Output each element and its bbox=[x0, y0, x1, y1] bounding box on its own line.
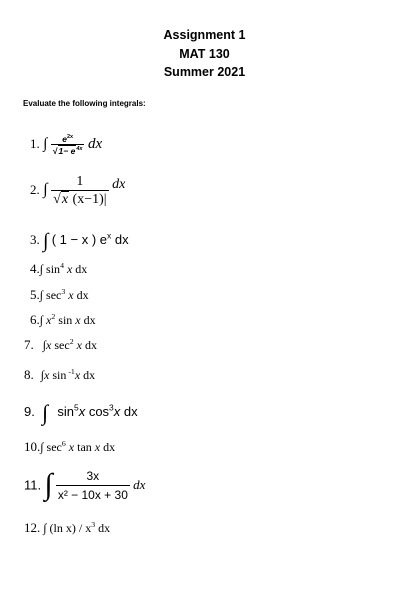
problem-number: 8. bbox=[24, 367, 34, 382]
denominator: x² − 10x + 30 bbox=[56, 485, 130, 502]
integral-sign: ∫ bbox=[44, 468, 53, 501]
problem-number: 4. bbox=[30, 261, 40, 276]
problem-number: 11. bbox=[24, 477, 42, 493]
integral-sign: ∫ bbox=[43, 521, 47, 535]
integrand: ( 1 − x ) $e^x$ dx bbox=[51, 230, 129, 247]
fraction bbox=[51, 134, 85, 156]
problem-number: 12. bbox=[24, 520, 41, 535]
integrand: $\sin^5x$ $\cos^3x$ dx bbox=[57, 402, 138, 419]
integral-sign: ∫ bbox=[42, 338, 47, 352]
problem-3 bbox=[30, 230, 129, 253]
problem-8 bbox=[24, 367, 95, 383]
numerator: $e^{2x}$ bbox=[62, 134, 74, 144]
differential: dx bbox=[112, 177, 126, 193]
assignment-header bbox=[0, 26, 409, 82]
integral-sign: ∫ bbox=[39, 262, 44, 276]
integral-sign: ∫ bbox=[42, 400, 49, 425]
assignment-title: Assignment 1 bbox=[163, 28, 246, 42]
integral-sign: ∫ bbox=[40, 368, 45, 382]
integrand: x $\sec^2 x$ dx bbox=[46, 337, 97, 352]
integrand: $x^2$ sin x dx bbox=[46, 312, 96, 327]
integral-sign: ∫ bbox=[43, 136, 48, 153]
differential: dx bbox=[133, 477, 146, 492]
integrand: (ln $x) / x^3$ dx bbox=[49, 520, 111, 535]
problem-number: 1. bbox=[30, 136, 40, 152]
problem-7 bbox=[24, 337, 97, 353]
term: Summer 2021 bbox=[163, 65, 246, 79]
problem-number: 6. bbox=[30, 312, 40, 327]
integral-sign: ∫ bbox=[39, 313, 44, 327]
instructions: Evaluate the following integrals: bbox=[23, 99, 146, 108]
problem-1 bbox=[30, 134, 102, 156]
problem-number: 5. bbox=[30, 287, 40, 302]
numerator: 3x bbox=[86, 468, 100, 483]
integral-sign: ∫ bbox=[43, 230, 49, 252]
problem-12 bbox=[24, 520, 110, 536]
numerator: 1 bbox=[76, 174, 84, 189]
fraction bbox=[56, 469, 130, 502]
integrand: x sin $^{-1}$x dx bbox=[44, 367, 96, 382]
denominator: $√1- e^{4x}$ bbox=[52, 146, 83, 156]
course-code: MAT 130 bbox=[179, 46, 230, 61]
problem-number: 7. bbox=[24, 337, 34, 352]
fraction bbox=[51, 174, 108, 208]
integral-sign: ∫ bbox=[39, 288, 44, 302]
problem-number: 3. bbox=[30, 232, 40, 247]
problem-number: 2. bbox=[30, 182, 40, 198]
problem-number: 10. bbox=[24, 439, 41, 454]
problem-4 bbox=[30, 261, 87, 277]
integrand: $\sec^6 x$ tan x dx bbox=[46, 439, 116, 454]
differential: dx bbox=[87, 136, 103, 153]
problem-number: 9. bbox=[24, 404, 35, 419]
problem-11 bbox=[24, 468, 145, 502]
problem-10 bbox=[24, 439, 115, 455]
denominator: √x (x−1)| bbox=[53, 192, 107, 207]
integral-sign: ∫ bbox=[43, 181, 48, 199]
problem-5 bbox=[30, 287, 89, 303]
integrand: $\sec^3 x$ dx bbox=[46, 287, 89, 302]
problem-2 bbox=[30, 174, 125, 208]
integrand: $\sin^4 x$ dx bbox=[46, 261, 88, 276]
problem-9 bbox=[24, 400, 138, 426]
problem-6 bbox=[30, 312, 96, 328]
integral-sign: ∫ bbox=[40, 440, 44, 454]
